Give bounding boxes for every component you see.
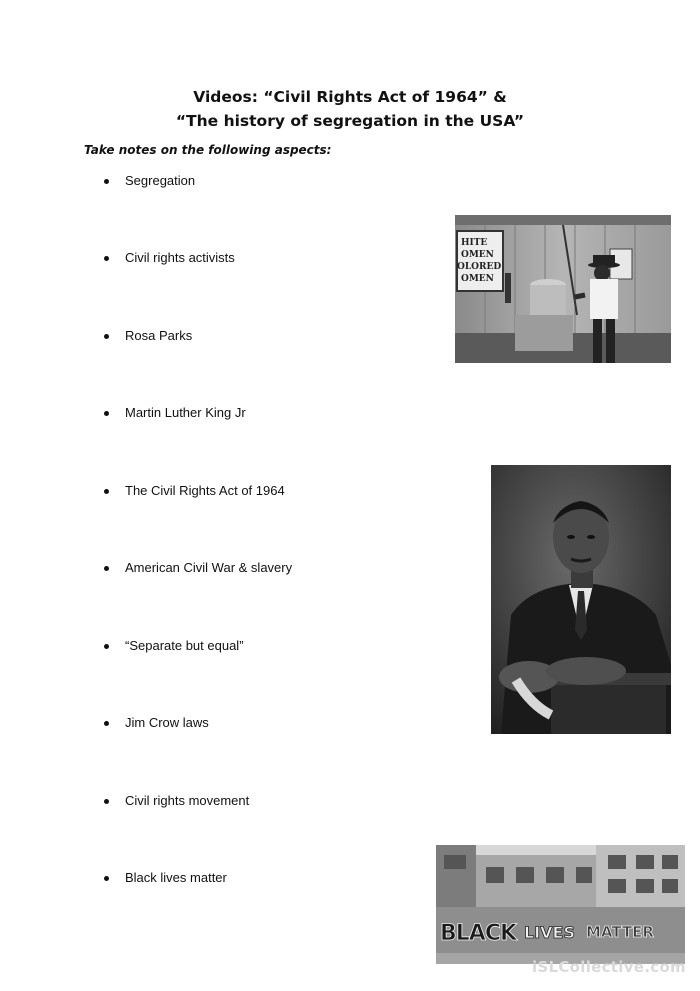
svg-text:OMEN: OMEN (461, 274, 494, 284)
list-item-label: American Civil War & slavery (125, 560, 293, 575)
list-item-label: Segregation (125, 173, 196, 188)
svg-text:MATTER: MATTER (586, 923, 654, 941)
list-item-label: Jim Crow laws (125, 715, 209, 730)
bullet-icon (104, 721, 109, 726)
bullet-icon (104, 411, 109, 416)
list-item-label: The Civil Rights Act of 1964 (125, 483, 285, 498)
bullet-icon (104, 489, 109, 494)
worksheet-title-line2: “The history of segregation in the USA” (175, 112, 525, 130)
instruction-text: Take notes on the following aspects: (84, 143, 332, 157)
list-item-label: Civil rights movement (125, 793, 250, 808)
bullet-icon (104, 799, 109, 804)
svg-text:OMEN: OMEN (461, 250, 494, 260)
bullet-icon (104, 644, 109, 649)
bullet-icon (104, 256, 109, 261)
graffiti-text: BLACK (440, 921, 517, 946)
list-item-label: Martin Luther King Jr (125, 405, 246, 420)
list-item-label: Rosa Parks (125, 328, 193, 343)
worksheet-title-line1: Videos: “Civil Rights Act of 1964” & (193, 88, 507, 106)
svg-text:OLORED: OLORED (457, 262, 502, 272)
list-item-label: “Separate but equal” (125, 638, 244, 653)
mlk-portrait-photo (491, 465, 671, 734)
bullet-icon (104, 876, 109, 881)
bullet-icon (104, 566, 109, 571)
watermark: iSLCollective.com (531, 958, 686, 976)
segregation-photo (455, 215, 671, 363)
list-item-label: Black lives matter (125, 870, 227, 885)
list-item-label: Civil rights activists (125, 250, 235, 265)
black-lives-matter-photo (436, 845, 685, 964)
sign-text: HITE (461, 238, 488, 248)
bullet-icon (104, 334, 109, 339)
svg-text:LIVES: LIVES (524, 923, 575, 942)
bullet-icon (104, 179, 109, 184)
